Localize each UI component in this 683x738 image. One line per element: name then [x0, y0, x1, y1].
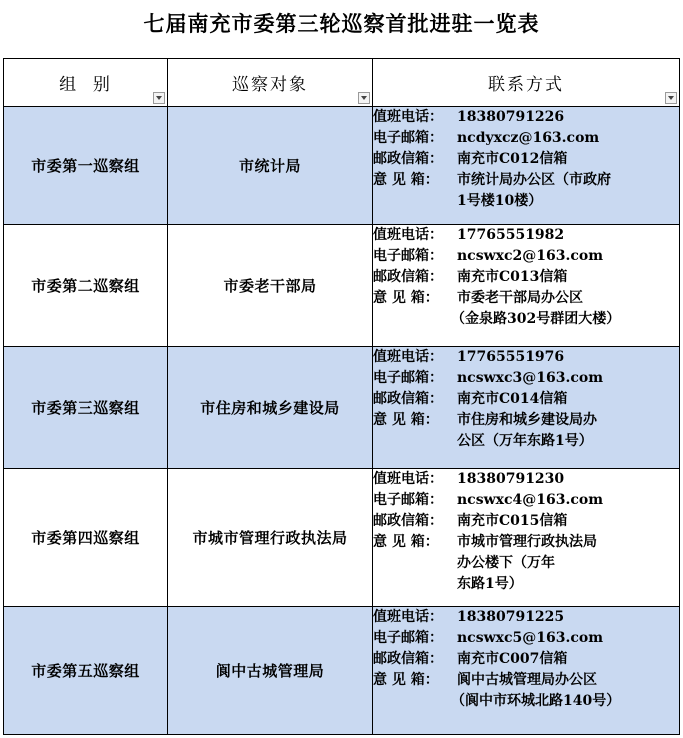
box-label: 意 见 箱：	[373, 672, 439, 688]
target-cell: 市统计局	[168, 107, 373, 225]
mail-label: 邮政信箱：	[373, 151, 443, 167]
mail-value: 南充市C014信箱	[457, 391, 568, 407]
box-value-continued: （阆中市环城北路140号）	[451, 693, 621, 709]
duty-phone-label: 值班电话：	[373, 227, 443, 243]
mail-label: 邮政信箱：	[373, 269, 443, 285]
mail-value: 南充市C013信箱	[457, 269, 568, 285]
duty-phone-label: 值班电话：	[373, 109, 443, 125]
contact-cell	[373, 607, 680, 735]
contact-cell	[373, 347, 680, 469]
target-cell: 市城市管理行政执法局	[168, 469, 373, 607]
box-value-continued: 公区（万年东路1号）	[457, 433, 593, 449]
duty-phone-value: 18380791226	[457, 109, 565, 125]
email-value: ncswxc5@163.com	[457, 630, 604, 646]
duty-phone-value: 17765551976	[457, 349, 565, 365]
duty-phone-value: 17765551982	[457, 227, 565, 243]
box-label: 意 见 箱：	[373, 534, 439, 550]
mail-value: 南充市C012信箱	[457, 151, 568, 167]
header-group	[4, 59, 168, 107]
email-label: 电子邮箱：	[373, 630, 443, 646]
box-value-continued: 1号楼10楼）	[457, 193, 543, 209]
page-title: 七届南充市委第三轮巡察首批进驻一览表	[143, 12, 540, 36]
mail-value: 南充市C015信箱	[457, 513, 568, 529]
table-row	[4, 469, 680, 607]
email-value: ncdyxcz@163.com	[457, 130, 600, 146]
box-value: 市委老干部局办公区	[457, 290, 583, 306]
box-label: 意 见 箱：	[373, 412, 439, 428]
email-label: 电子邮箱：	[373, 248, 443, 264]
email-label: 电子邮箱：	[373, 492, 443, 508]
box-value: 市住房和城乡建设局办	[457, 412, 597, 428]
target-cell: 市住房和城乡建设局	[168, 347, 373, 469]
email-value: ncswxc3@163.com	[457, 370, 604, 386]
header-target-label: 巡察对象	[232, 75, 308, 95]
contact-cell	[373, 469, 680, 607]
table-row	[4, 225, 680, 347]
contact-cell	[373, 225, 680, 347]
duty-phone-label: 值班电话：	[373, 609, 443, 625]
header-contact-label: 联系方式	[488, 75, 564, 95]
inspection-table	[3, 58, 680, 735]
target-cell: 阆中古城管理局	[168, 607, 373, 735]
group-cell: 市委第三巡察组	[4, 347, 168, 469]
table-row	[4, 107, 680, 225]
duty-phone-value: 18380791230	[457, 471, 565, 487]
target-cell: 市委老干部局	[168, 225, 373, 347]
mail-label: 邮政信箱：	[373, 651, 443, 667]
group-cell: 市委第一巡察组	[4, 107, 168, 225]
duty-phone-label: 值班电话：	[373, 349, 443, 365]
box-value-continued: 东路1号）	[457, 576, 523, 592]
group-cell: 市委第四巡察组	[4, 469, 168, 607]
box-label: 意 见 箱：	[373, 172, 439, 188]
filter-dropdown-icon[interactable]	[665, 92, 677, 104]
box-value: 市城市管理行政执法局	[457, 534, 597, 550]
group-cell: 市委第五巡察组	[4, 607, 168, 735]
box-label: 意 见 箱：	[373, 290, 439, 306]
group-cell: 市委第二巡察组	[4, 225, 168, 347]
box-value-continued: （金泉路302号群团大楼）	[451, 311, 621, 327]
email-value: ncswxc2@163.com	[457, 248, 604, 264]
email-value: ncswxc4@163.com	[457, 492, 604, 508]
header-target	[168, 59, 373, 107]
mail-label: 邮政信箱：	[373, 391, 443, 407]
duty-phone-label: 值班电话：	[373, 471, 443, 487]
table-row	[4, 607, 680, 735]
mail-label: 邮政信箱：	[373, 513, 443, 529]
filter-dropdown-icon[interactable]	[358, 92, 370, 104]
filter-dropdown-icon[interactable]	[153, 92, 165, 104]
header-group-label: 组 别	[59, 75, 112, 95]
email-label: 电子邮箱：	[373, 130, 443, 146]
contact-cell	[373, 107, 680, 225]
box-value: 阆中古城管理局办公区	[457, 672, 597, 688]
mail-value: 南充市C007信箱	[457, 651, 568, 667]
email-label: 电子邮箱：	[373, 370, 443, 386]
box-value: 市统计局办公区（市政府	[457, 172, 611, 188]
duty-phone-value: 18380791225	[457, 609, 565, 625]
box-value-continued: 办公楼下（万年	[457, 555, 555, 571]
table-row	[4, 347, 680, 469]
header-contact	[373, 59, 680, 107]
